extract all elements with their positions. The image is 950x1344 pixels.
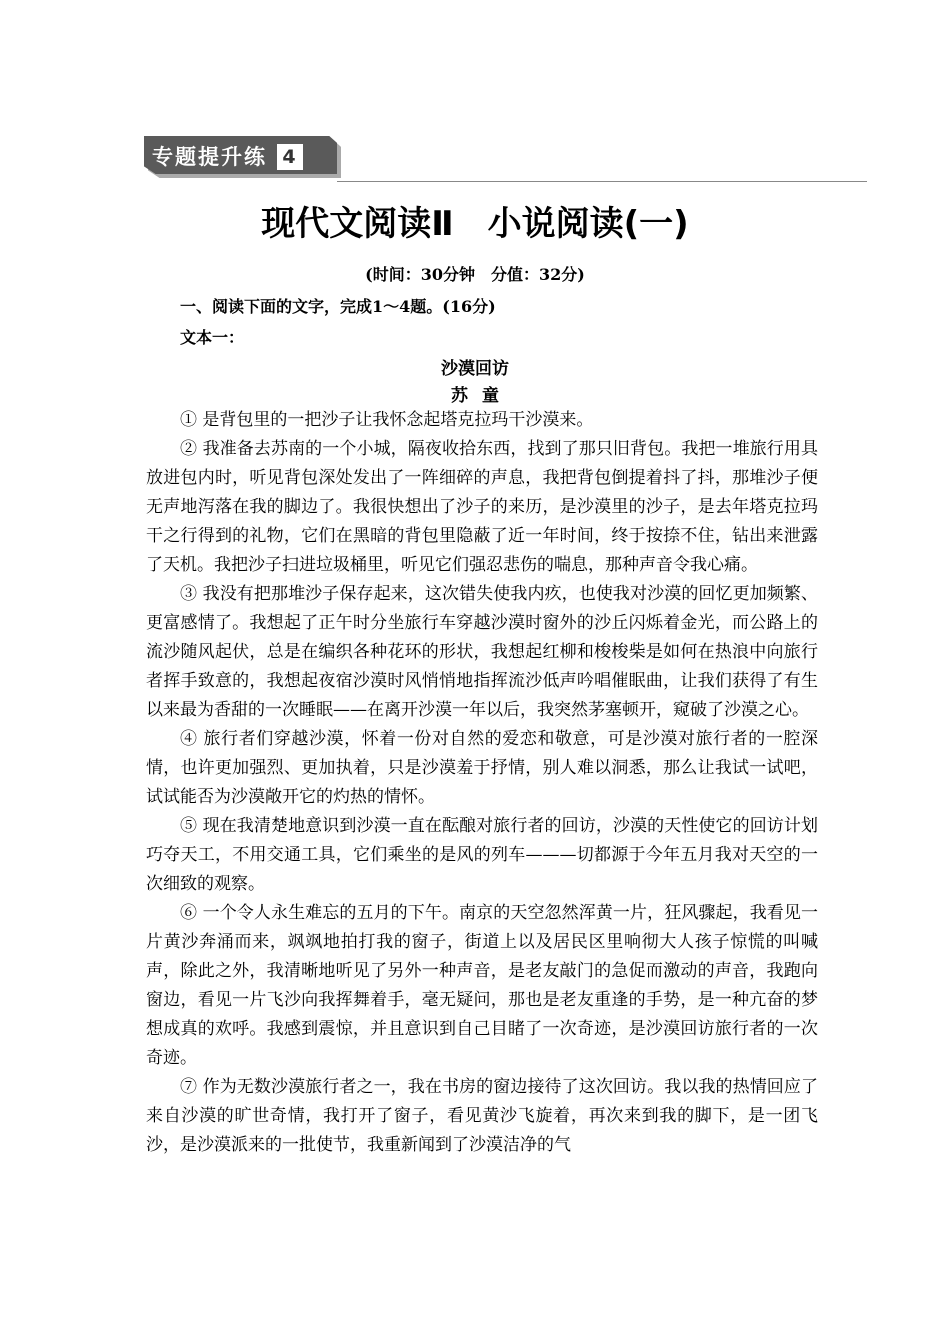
paragraph-3: ③ 我没有把那堆沙子保存起来，这次错失使我内疚，也使我对沙漠的回忆更加频繁、更富感情了。我想起了正午时分坐旅行车穿越沙漠时窗外的沙丘闪烁着金光，而公路上的流沙随风起伏，总是在编织各种花环的形状，我想起红柳和梭梭柴是如何在热浪中向旅行者挥手致意的，我想起夜宿沙漠时风悄悄地指挥流沙低声吟唱催眠曲，让我们获得了有生以来最为香甜的一次睡眠——在离开沙漠一年以后，我突然茅塞顿开，窥破了沙漠之心。 bbox=[146, 584, 818, 720]
paragraph-4: ④ 旅行者们穿越沙漠，怀着一份对自然的爱恋和敬意，可是沙漠对旅行者的一腔深情，也许更加强烈、更加执着，只是沙漠羞于抒情，别人难以洞悉，那么让我试一试吧，试试能否为沙漠敞开它的灼热的情怀。 bbox=[146, 729, 818, 807]
article-author: 苏童 bbox=[451, 386, 513, 406]
banner-label bbox=[152, 141, 303, 171]
header-rule bbox=[337, 181, 867, 182]
page-title: 现代文阅读Ⅱ 小说阅读(一) bbox=[261, 204, 689, 244]
paragraph-7: ⑦ 作为无数沙漠旅行者之一，我在书房的窗边接待了这次回访。我以我的热情回应了来自沙漠的旷世奇情，我打开了窗子，看见黄沙飞旋着，再次来到我的脚下，是一团飞沙，是沙漠派来的一批使节，我重新闻到了沙漠洁净的气 bbox=[146, 1077, 818, 1155]
paragraph-6: ⑥ 一个令人永生难忘的五月的下午。南京的天空忽然浑黄一片，狂风骤起，我看见一片黄沙奔涌而来，飒飒地拍打我的窗子，街道上以及居民区里响彻大人孩子惊慌的叫喊声，除此之外，我清晰地听见了另外一种声音，是老友敲门的急促而激动的声音，我跑向窗边，看见一片飞沙向我挥舞着手，毫无疑问，那也是老友重逢的手势，是一种亢奋的梦想成真的欢呼。我感到震惊，并且意识到自己目睹了一次奇迹，是沙漠回访旅行者的一次奇迹。 bbox=[146, 903, 818, 1068]
banner-label-text: 专题提升练 bbox=[152, 145, 267, 169]
article-body bbox=[146, 406, 818, 1160]
paragraph-1: ① 是背包里的一把沙子让我怀念起塔克拉玛干沙漠来。 bbox=[180, 410, 594, 430]
banner-number: 4 bbox=[277, 144, 303, 170]
paragraph-2: ② 我准备去苏南的一个小城，隔夜收拾东西，找到了那只旧背包。我把一堆旅行用具放进包内时，听见背包深处发出了一阵细碎的声息，我把背包倒提着抖了抖，那堆沙子便无声地泻落在我的脚边了。我很快想出了沙子的来历，是沙漠里的沙子，是去年塔克拉玛干之行得到的礼物，它们在黑暗的背包里隐蔽了近一年时间，终于按捺不住，钻出来泄露了天机。我把沙子扫进垃圾桶里，听见它们强忍悲伤的喘息，那种声音令我心痛。 bbox=[146, 439, 818, 575]
paragraph-5: ⑤ 现在我清楚地意识到沙漠一直在酝酿对旅行者的回访，沙漠的天性使它的回访计划巧夺天工，不用交通工具，它们乘坐的是风的列车———切都源于今年五月我对天空的一次细致的观察。 bbox=[146, 816, 818, 894]
article-title: 沙漠回访 bbox=[441, 359, 509, 379]
time-and-score: (时间：30分钟 分值：32分) bbox=[365, 265, 585, 284]
text-label: 文本一： bbox=[180, 328, 245, 347]
question-instruction: 一、阅读下面的文字，完成1～4题。(16分) bbox=[180, 297, 496, 316]
